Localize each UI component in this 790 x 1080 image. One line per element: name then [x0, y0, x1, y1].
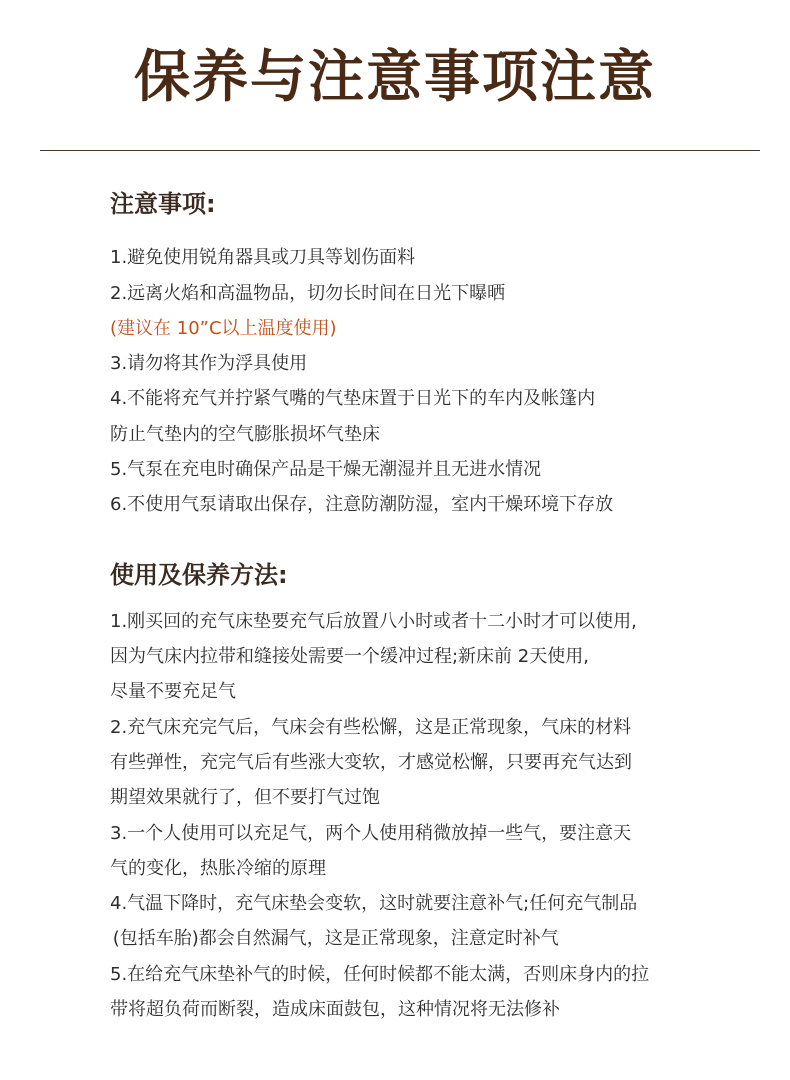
care-line-1-cont-a: 因为气床内拉带和缝接处需要一个缓冲过程;新床前 2天使用, — [110, 646, 589, 667]
care-line-5-cont: 带将超负荷而断裂，造成床面鼓包，这种情况将无法修补 — [110, 999, 560, 1020]
care-line-1: 1.刚买回的充气床垫要充气后放置八小时或者十二小时才可以使用, — [110, 611, 637, 632]
care-line-4: 4.气温下降时，充气床垫会变软，这时就要注意补气;任何充气制品 — [110, 893, 638, 914]
care-line-1-cont-b: 尽量不要充足气 — [110, 681, 236, 702]
care-line-3-cont: 气的变化，热胀冷缩的原理 — [110, 858, 326, 879]
notes-line-1: 1.避免使用锐角器具或刀具等划伤面料 — [110, 247, 416, 268]
care-line-2: 2.充气床充完气后，气床会有些松懈，这是正常现象，气床的材料 — [110, 717, 632, 738]
section-heading-notes: 注意事项: — [110, 190, 216, 218]
care-line-2-cont-b: 期望效果就行了，但不要打气过饱 — [110, 787, 380, 808]
care-line-2-cont-a: 有些弹性，充完气后有些涨大变软，才感觉松懈，只要再充气达到 — [110, 752, 632, 773]
notes-line-2: 2.远离火焰和高温物品，切勿长时间在日光下曝晒 — [110, 283, 506, 304]
section-heading-care: 使用及保养方法: — [110, 561, 288, 589]
notes-line-4: 4.不能将充气并拧紧气嘴的气垫床置于日光下的车内及帐篷内 — [110, 388, 596, 409]
page-title: 保养与注意事项注意 — [134, 45, 656, 110]
care-line-5: 5.在给充气床垫补气的时候，任何时候都不能太满，否则床身内的拉 — [110, 964, 650, 985]
notes-line-6: 6.不使用气泵请取出保存，注意防潮防湿，室内干燥环境下存放 — [110, 494, 614, 515]
title-divider — [40, 150, 760, 151]
notes-line-temperature-tip: (建议在 10”C以上温度使用) — [110, 318, 337, 339]
care-line-4-cont: (包括车胎)都会自然漏气，这是正常现象，注意定时补气 — [107, 928, 559, 949]
notes-line-4-cont: 防止气垫内的空气膨胀损坏气垫床 — [110, 424, 380, 445]
care-line-3: 3.一个人使用可以充足气，两个人使用稍微放掉一些气，要注意天 — [110, 823, 632, 844]
notes-line-3: 3.请勿将其作为浮具使用 — [110, 353, 308, 374]
notes-line-5: 5.气泵在充电时确保产品是干燥无潮湿并且无进水情况 — [110, 459, 542, 480]
